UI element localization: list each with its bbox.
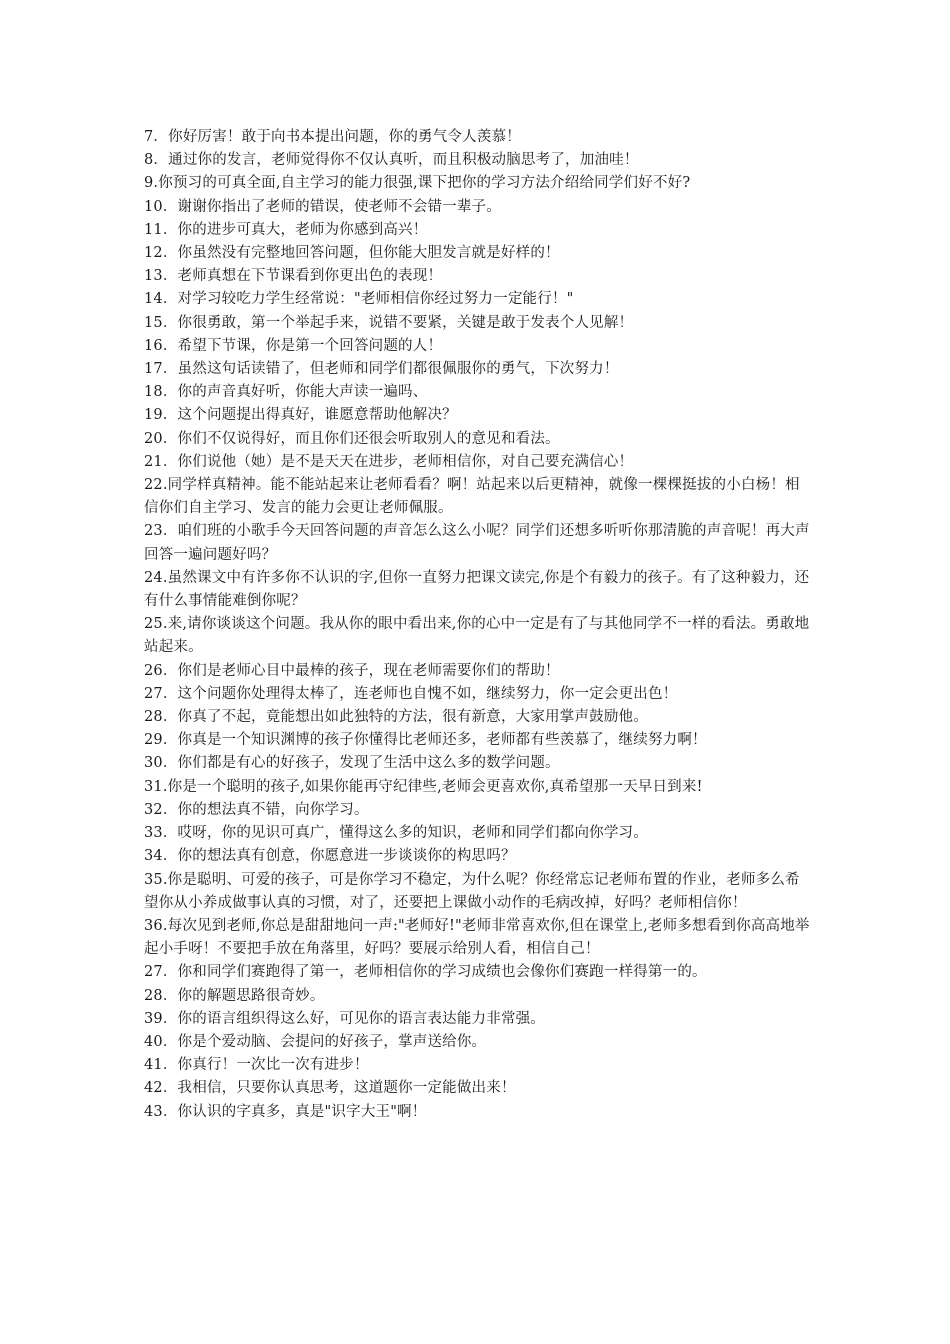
list-item: 21．你们说他（她）是不是天天在进步，老师相信你，对自己要充满信心！ <box>144 453 634 470</box>
list-item: 29．你真是一个知识渊博的孩子你懂得比老师还多，老师都有些羡慕了，继续努力啊！ <box>144 732 707 749</box>
list-item: 41．你真行！一次比一次有进步！ <box>144 1057 369 1074</box>
list-item: 20．你们不仅说得好，而且你们还很会听取别人的意见和看法。 <box>144 430 560 447</box>
list-item: 42．我相信，只要你认真思考，这道题你一定能做出来！ <box>144 1080 516 1097</box>
list-item: 19．这个问题提出得真好，谁愿意帮助他解决？ <box>144 407 457 424</box>
list-item: 31.你是一个聪明的孩子,如果你能再守纪律些,老师会更喜欢你,真希望那一天早日到来! <box>144 778 703 795</box>
list-item: 26．你们是老师心目中最棒的孩子，现在老师需要你们的帮助！ <box>144 662 560 679</box>
list-item: 23．咱们班的小歌手今天回答问题的声音怎么这么小呢？同学们还想多听听你那清脆的声音呢！再大声回答一遍问题好吗？ <box>144 523 810 563</box>
list-item: 33．哎呀，你的见识可真广，懂得这么多的知识，老师和同学们都向你学习。 <box>144 825 648 842</box>
list-item: 35.你是聪明、可爱的孩子，可是你学习不稳定，为什么呢？你经常忘记老师布置的作业，老师多么希望你从小养成做事认真的习惯，对了，还要把上课做小动作的毛病改掉，好吗？老师相信你！ <box>144 871 800 911</box>
list-item: 25.来,请你谈谈这个问题。我从你的眼中看出来,你的心中一定是有了与其他同学不一样的看法。勇敢地站起来。 <box>144 616 810 656</box>
list-item: 32．你的想法真不错，向你学习。 <box>144 801 369 818</box>
list-item: 36.每次见到老师,你总是甜甜地问一声:"老师好!"老师非常喜欢你,但在课堂上,老师多想看到你高高地举起小手呀！不要把手放在角落里，好吗？要展示给别人看，相信自己！ <box>144 917 810 958</box>
list-item: 10．谢谢你指出了老师的错误，使老师不会错一辈子。 <box>144 198 501 215</box>
list-item: 27．这个问题你处理得太棒了，连老师也自愧不如，继续努力，你一定会更出色！ <box>144 685 678 702</box>
list-item: 28．你真了不起，竟能想出如此独特的方法，很有新意，大家用掌声鼓励他。 <box>144 709 648 726</box>
list-item: 16．希望下节课，你是第一个回答问题的人！ <box>144 337 443 354</box>
list-item: 17．虽然这句话读错了，但老师和同学们都很佩服你的勇气，下次努力！ <box>144 361 619 378</box>
list-item: 30．你们都是有心的好孩子，发现了生活中这么多的数学问题。 <box>144 755 560 772</box>
list-item: 18．你的声音真好听，你能大声读一遍吗、 <box>144 384 428 401</box>
list-item: 15．你很勇敢，第一个举起手来，说错不要紧，关键是敢于发表个人见解！ <box>144 314 634 331</box>
list-item: 28．你的解题思路很奇妙。 <box>144 987 325 1004</box>
list-item: 13．老师真想在下节课看到你更出色的表现！ <box>144 268 443 285</box>
list-item: 43．你认识的字真多，真是"识字大王"啊！ <box>144 1103 427 1120</box>
list-item: 11．你的进步可真大，老师为你感到高兴！ <box>144 221 428 238</box>
list-item: 12．你虽然没有完整地回答问题，但你能大胆发言就是好样的！ <box>144 245 560 262</box>
list-item: 9.你预习的可真全面,自主学习的能力很强,课下把你的学习方法介绍给同学们好不好? <box>144 175 691 192</box>
list-item: 22.同学样真精神。能不能站起来让老师看看？啊！站起来以后更精神，就像一棵棵挺拔的小白杨！相信你们自主学习、发言的能力会更让老师佩服。 <box>144 477 800 517</box>
list-item: 39．你的语言组织得这么好，可见你的语言表达能力非常强。 <box>144 1010 546 1027</box>
list-item: 40．你是个爱动脑、会提问的好孩子，掌声送给你。 <box>144 1033 487 1050</box>
list-item: 34．你的想法真有创意，你愿意进一步谈谈你的构思吗？ <box>144 848 516 865</box>
list-item: 14．对学习较吃力学生经常说："老师相信你经过努力一定能行！" <box>144 291 574 308</box>
list-item: 24.虽然课文中有许多你不认识的字,但你一直努力把课文读完,你是个有毅力的孩子。有了这种毅力，还有什么事情能难倒你呢？ <box>144 569 810 610</box>
list-item: 27．你和同学们赛跑得了第一，老师相信你的学习成绩也会像你们赛跑一样得第一的。 <box>144 964 707 981</box>
list-item: 7．你好厉害！敢于向书本提出问题，你的勇气令人羡慕！ <box>144 129 521 145</box>
document-body <box>144 126 814 1124</box>
list-item: 8．通过你的发言，老师觉得你不仅认真听，而且积极动脑思考了，加油哇！ <box>144 152 639 169</box>
